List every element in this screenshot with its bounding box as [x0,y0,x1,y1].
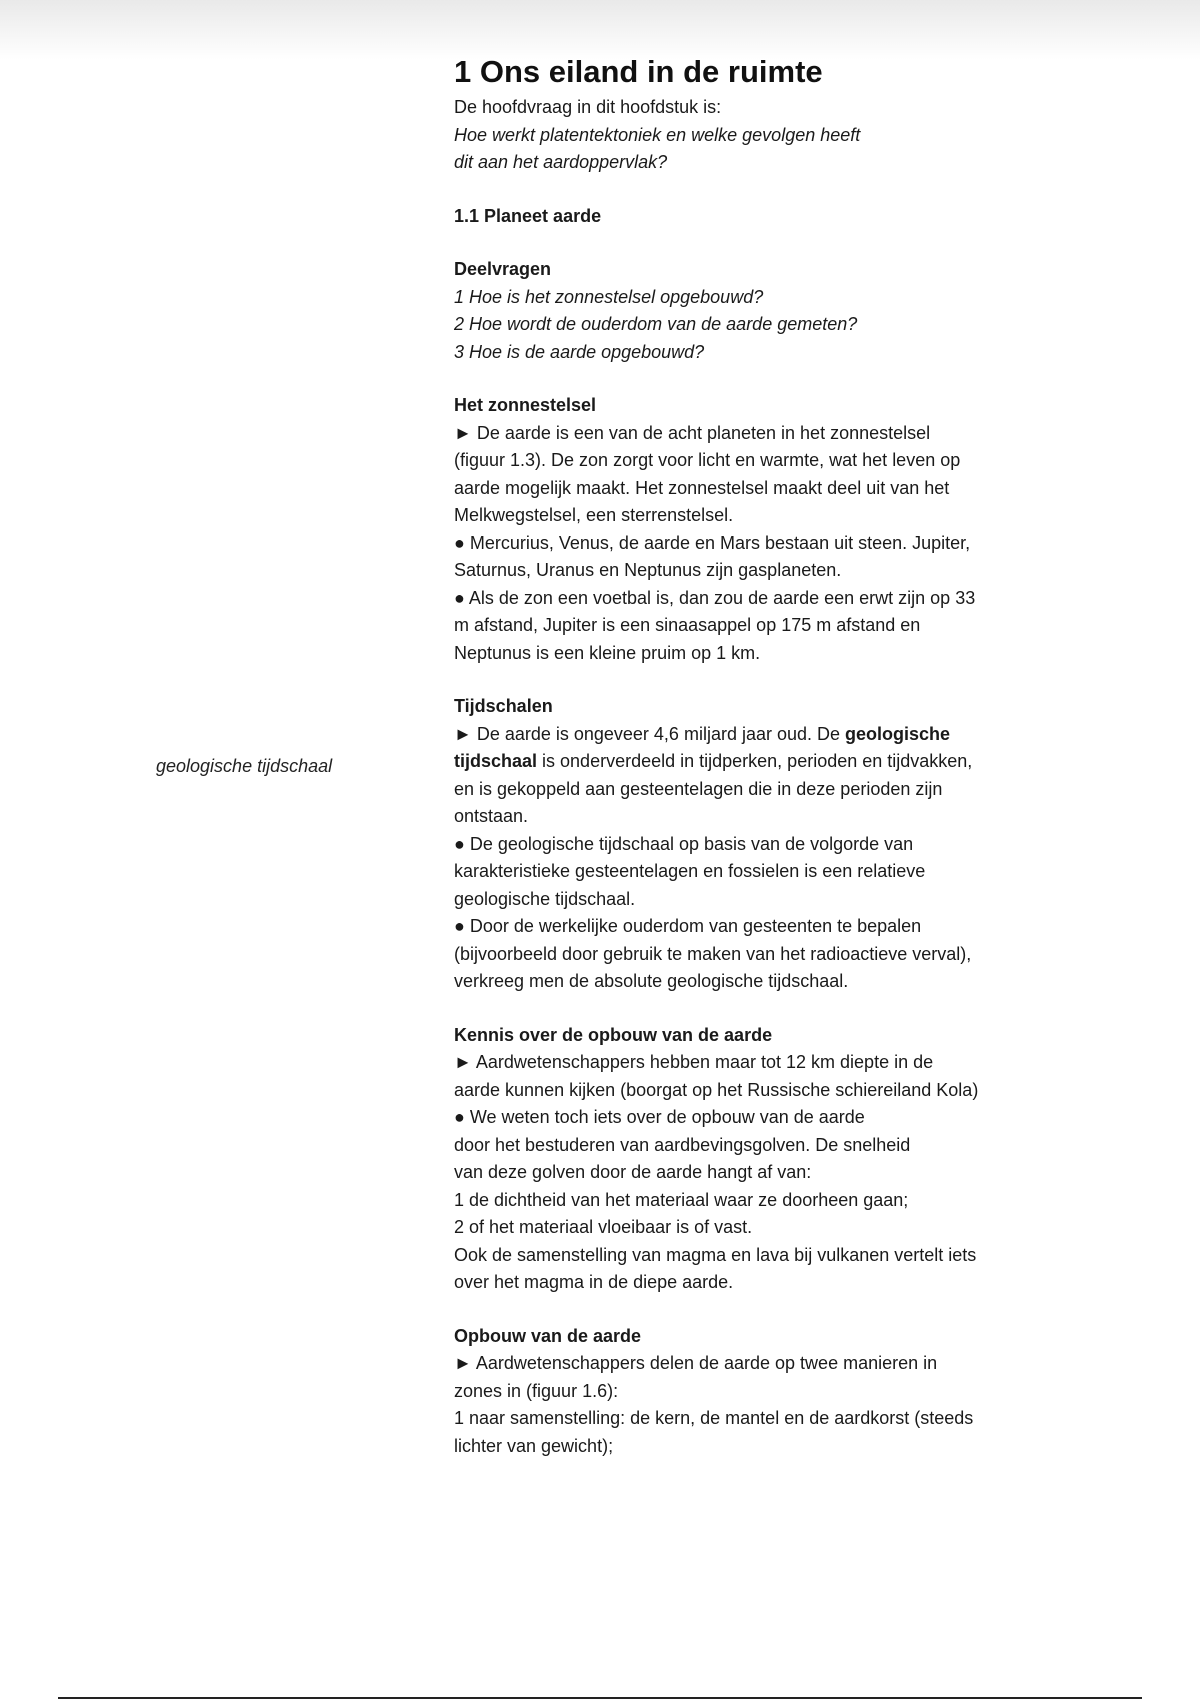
main-question-line: dit aan het aardoppervlak? [454,152,668,172]
kennis-line: ► Aardwetenschappers hebben maar tot 12 km diepte in de [454,1052,934,1072]
opbouw-line: lichter van gewicht); [454,1435,614,1456]
opbouw-line: zones in (figuur 1.6): [454,1380,619,1401]
bottom-rule [58,1697,1142,1699]
zonnestelsel-line: ► De aarde is een van de acht planeten in het zonnestelsel [454,422,931,443]
kennis-line: over het magma in de diepe aarde. [454,1272,734,1292]
chapter-title: 1 Ons eiland in de ruimte [454,54,823,89]
opbouw-line: 1 naar samenstelling: de kern, de mantel en de aardkorst (steeds [454,1408,974,1428]
zonnestelsel-heading: Het zonnestelsel [454,395,597,415]
zonnestelsel-line: aarde mogelijk maakt. Het zonnestelsel maakt deel uit van het [454,477,950,498]
tijdschalen-line: (bijvoorbeeld door gebruik te maken van het radioactieve verval), [454,943,972,964]
margin-note: geologische tijdschaal [156,756,333,776]
top-shadow [0,0,1200,60]
zonnestelsel-line: ● Mercurius, Venus, de aarde en Mars bestaan uit steen. Jupiter, [454,532,971,553]
kennis-line: ● We weten toch iets over de opbouw van de aarde [454,1107,865,1127]
kennis-line: aarde kunnen kijken (boorgat op het Russische schiereiland Kola) [454,1079,979,1100]
section-title: 1.1 Planeet aarde [454,205,602,226]
tijdschalen-line: ontstaan. [454,806,529,826]
main-question-line: Hoe werkt platentektoniek en welke gevolgen heeft [454,124,861,145]
kennis-line: 1 de dichtheid van het materiaal waar ze doorheen gaan; [454,1189,909,1210]
zonnestelsel-line: (figuur 1.3). De zon zorgt voor licht en warmte, wat het leven op [454,450,961,470]
tijdschalen-line: karakteristieke gesteentelagen en fossielen is een relatieve [454,861,926,881]
zonnestelsel-line: Melkwegstelsel, een sterrenstelsel. [454,505,734,525]
zonnestelsel-line: m afstand, Jupiter is een sinaasappel op 175 m afstand en [454,615,921,635]
intro-label: De hoofdvraag in dit hoofdstuk is: [454,97,722,117]
tijdschalen-text: is onderverdeeld in tijdperken, perioden en tijdvakken, [537,751,973,771]
deelvraag-item: 3 Hoe is de aarde opgebouwd? [454,341,705,362]
deelvraag-item: 1 Hoe is het zonnestelsel opgebouwd? [454,286,764,307]
kennis-heading: Kennis over de opbouw van de aarde [454,1024,773,1045]
tijdschalen-heading: Tijdschalen [454,696,553,716]
deelvraag-item: 2 Hoe wordt de ouderdom van de aarde gemeten? [454,314,858,334]
zonnestelsel-line: ● Als de zon een voetbal is, dan zou de aarde een erwt zijn op 33 [454,587,976,608]
zonnestelsel-line: Neptunus is een kleine pruim op 1 km. [454,642,761,663]
kennis-line: 2 of het materiaal vloeibaar is of vast. [454,1217,753,1237]
opbouw-line: ► Aardwetenschappers delen de aarde op twee manieren in [454,1353,938,1373]
tijdschalen-line: verkreeg men de absolute geologische tijdschaal. [454,971,849,991]
deelvragen-heading: Deelvragen [454,259,552,279]
tijdschalen-text: ► De aarde is ongeveer 4,6 miljard jaar oud. De [454,723,846,744]
zonnestelsel-line: Saturnus, Uranus en Neptunus zijn gasplaneten. [454,560,842,580]
term-highlight: geologische [845,723,951,744]
tijdschalen-line: ● Door de werkelijke ouderdom van gesteenten te bepalen [454,916,922,936]
tijdschalen-line [454,748,1074,776]
tijdschalen-line [454,721,1074,749]
kennis-line: Ook de samenstelling van magma en lava bij vulkanen vertelt iets [454,1244,977,1265]
tijdschalen-line: ● De geologische tijdschaal op basis van de volgorde van [454,833,914,854]
kennis-line: door het bestuderen van aardbevingsgolven. De snelheid [454,1134,911,1155]
tijdschalen-line: en is gekoppeld aan gesteentelagen die in deze perioden zijn [454,778,943,799]
page-content [454,52,1074,1460]
tijdschalen-line: geologische tijdschaal. [454,888,636,909]
kennis-line: van deze golven door de aarde hangt af van: [454,1162,812,1182]
term-highlight: tijdschaal [454,751,538,771]
opbouw-heading: Opbouw van de aarde [454,1325,642,1346]
